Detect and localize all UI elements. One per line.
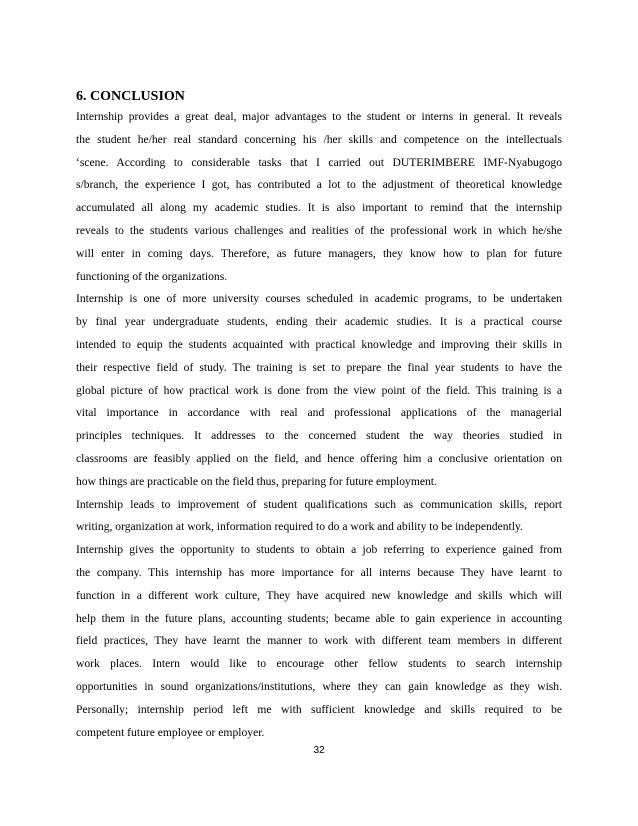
- text-line: Internship is one of more university courses scheduled in academic programs, to be undertaken: [76, 292, 562, 306]
- text-line: by final year undergraduate students, ending their academic studies. It is a practical course: [76, 315, 562, 329]
- text-line: work places. Intern would like to encourage other fellow students to search internship: [76, 657, 562, 671]
- text-line: Internship leads to improvement of student qualifications such as communication skills, report: [76, 497, 562, 511]
- text-line: opportunities in sound organizations/institutions, where they can gain knowledge as they wish.: [76, 679, 562, 693]
- conclusion-body: [76, 106, 562, 744]
- text-line: their respective field of study. The training is set to prepare the final year students to have the: [76, 360, 562, 374]
- text-line: field practices, They have learnt the manner to work with different team members in different: [76, 634, 562, 648]
- text-line: accumulated all along my academic studies. It is also important to remind that the internship: [76, 201, 562, 215]
- page-number: 32: [313, 745, 325, 756]
- text-line: writing, organization at work, information required to do a work and ability to be independently.: [76, 520, 523, 534]
- text-line: competent future employee or employer.: [76, 725, 265, 739]
- text-line: Personally; internship period left me with sufficient knowledge and skills required to be: [76, 702, 562, 716]
- text-line: how things are practicable on the field thus, preparing for future employment.: [76, 474, 437, 488]
- text-line: s/branch, the experience I got, has contributed a lot to the adjustment of theoretical knowledge: [76, 178, 562, 192]
- text-line: Internship provides a great deal, major advantages to the student or interns in general. It reveals: [76, 110, 562, 123]
- text-line: the student he/her real standard concerning his /her skills and competence on the intellectuals: [76, 132, 562, 146]
- text-line: intended to equip the students acquainted with practical knowledge and improving their skills in: [76, 337, 562, 351]
- text-line: will enter in coming days. Therefore, as future managers, they know how to plan for future: [76, 246, 562, 260]
- text-line: global picture of how practical work is done from the view point of the field. This training is a: [76, 383, 562, 397]
- text-line: reveals to the students various challenges and realities of the professional work in which he/she: [76, 223, 562, 237]
- text-line: the company. This internship has more importance for all interns because They have learnt to: [76, 565, 562, 579]
- text-line: help them in the future plans, accounting students; became able to gain experience in accounting: [76, 611, 562, 625]
- text-line: Internship gives the opportunity to students to obtain a job referring to experience gained from: [76, 543, 562, 557]
- text-line: functioning of the organizations.: [76, 269, 228, 283]
- text-line: classrooms are feasibly applied on the field, and hence offering him a conclusive orientation on: [76, 451, 562, 465]
- section-heading: 6. CONCLUSION: [76, 89, 185, 104]
- text-line: function in a different work culture, They have acquired new knowledge and skills which will: [76, 588, 562, 602]
- text-line: ‘scene. According to considerable tasks that I carried out DUTERIMBERE IMF-Nyabugogo: [76, 155, 562, 169]
- text-line: vital importance in accordance with real and professional applications of the managerial: [76, 406, 562, 420]
- text-line: principles techniques. It addresses to the concerned student the way theories studied in: [76, 429, 562, 443]
